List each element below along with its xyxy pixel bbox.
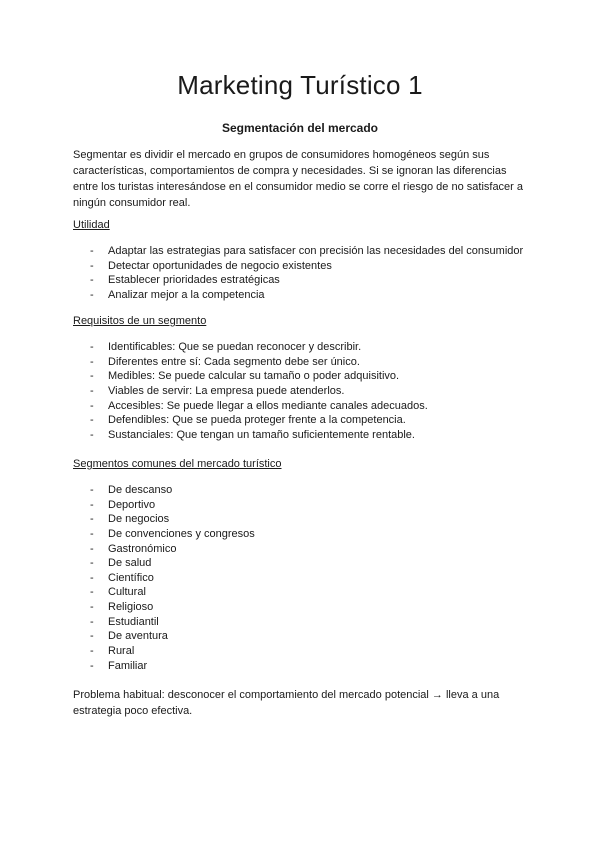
list-item-text: Viables de servir: La empresa puede atenderlos. — [108, 384, 345, 397]
page-title: Marketing Turístico 1 — [177, 70, 423, 100]
segmentos-heading: Segmentos comunes del mercado turístico — [73, 458, 282, 470]
list-item-text: Religioso — [108, 601, 154, 614]
list-item-text: Accesibles: Se puede llegar a ellos mediante canales adecuados. — [108, 399, 428, 412]
list-item-text: Rural — [108, 645, 135, 658]
dash-bullet-icon: - — [90, 245, 94, 257]
list-item — [73, 244, 523, 259]
dash-bullet-icon: - — [90, 557, 94, 570]
dash-bullet-icon: - — [90, 274, 94, 287]
list-item — [73, 428, 428, 443]
list-item — [73, 340, 428, 355]
list-item — [73, 413, 428, 428]
list-item-text: Establecer prioridades estratégicas — [108, 274, 280, 287]
dash-bullet-icon: - — [90, 341, 94, 353]
dash-bullet-icon: - — [90, 414, 94, 427]
list-item — [73, 399, 428, 414]
list-item — [73, 615, 255, 630]
list-item-text: De aventura — [108, 630, 168, 643]
requisitos-heading: Requisitos de un segmento — [73, 315, 207, 327]
list-item — [73, 571, 255, 586]
list-item-text: Deportivo — [108, 498, 156, 511]
list-item-text: Cultural — [108, 586, 146, 599]
list-item — [73, 512, 255, 527]
list-item — [73, 659, 255, 674]
dash-bullet-icon: - — [90, 370, 94, 383]
dash-bullet-icon: - — [90, 513, 94, 526]
segmentos-list — [73, 483, 255, 673]
closing-paragraph: Problema habitual: desconocer el comportamiento del mercado potencial → lleva a una estrategia poco efectiva. — [73, 689, 500, 717]
dash-bullet-icon: - — [90, 384, 94, 397]
list-item-text: De negocios — [108, 513, 170, 526]
dash-bullet-icon: - — [90, 645, 94, 658]
list-item — [73, 288, 523, 303]
list-item-text: Familiar — [108, 659, 148, 672]
list-item-text: Diferentes entre sí: Cada segmento debe ser único. — [108, 355, 360, 368]
list-item — [73, 355, 428, 370]
list-item — [73, 527, 255, 542]
list-item-text: Identificables: Que se puedan reconocer y describir. — [108, 341, 362, 353]
requisitos-list — [73, 340, 428, 442]
section-subtitle: Segmentación del mercado — [221, 121, 379, 135]
dash-bullet-icon: - — [90, 288, 94, 301]
utilidad-list — [73, 244, 523, 303]
list-item-text: Detectar oportunidades de negocio existentes — [108, 259, 332, 272]
list-item — [73, 483, 255, 498]
dash-bullet-icon: - — [90, 527, 94, 540]
dash-bullet-icon: - — [90, 498, 94, 511]
dash-bullet-icon: - — [90, 571, 94, 584]
list-item-text: Adaptar las estrategias para satisfacer con precisión las necesidades del consumidor — [108, 245, 524, 257]
list-item-text: Medibles: Se puede calcular su tamaño o poder adquisitivo. — [108, 370, 400, 383]
intro-paragraph: Segmentar es dividir el mercado en grupos de consumidores homogéneos según sus características, comportamientos de compra y necesidades. Si se ignoran las diferencias entre los turistas interesándose en el consumidor medio se corre el riesgo de no satisfacer a ningún consumidor real. — [73, 149, 524, 209]
list-item — [73, 644, 255, 659]
dash-bullet-icon: - — [90, 601, 94, 614]
list-item-text: Estudiantil — [108, 615, 159, 628]
list-item — [73, 384, 428, 399]
dash-bullet-icon: - — [90, 399, 94, 412]
dash-bullet-icon: - — [90, 542, 94, 555]
list-item — [73, 629, 255, 644]
list-item-text: De convenciones y congresos — [108, 527, 255, 540]
list-item-text: De salud — [108, 557, 152, 570]
list-item — [73, 585, 255, 600]
utilidad-heading: Utilidad — [73, 219, 110, 231]
list-item-text: Analizar mejor a la competencia — [108, 288, 265, 301]
list-item — [73, 556, 255, 571]
list-item-text: Sustanciales: Que tengan un tamaño suficientemente rentable. — [108, 428, 415, 441]
dash-bullet-icon: - — [90, 355, 94, 368]
list-item — [73, 600, 255, 615]
dash-bullet-icon: - — [90, 630, 94, 643]
list-item-text: Defendibles: Que se pueda proteger frente a la competencia. — [108, 414, 406, 427]
list-item — [73, 498, 255, 513]
list-item-text: Gastronómico — [108, 542, 177, 555]
list-item — [73, 369, 428, 384]
dash-bullet-icon: - — [90, 428, 94, 441]
list-item — [73, 273, 523, 288]
list-item-text: De descanso — [108, 484, 173, 496]
list-item — [73, 259, 523, 274]
dash-bullet-icon: - — [90, 484, 94, 496]
list-item — [73, 542, 255, 557]
list-item-text: Científico — [108, 571, 154, 584]
dash-bullet-icon: - — [90, 259, 94, 272]
dash-bullet-icon: - — [90, 615, 94, 628]
dash-bullet-icon: - — [90, 586, 94, 599]
dash-bullet-icon: - — [90, 659, 94, 672]
